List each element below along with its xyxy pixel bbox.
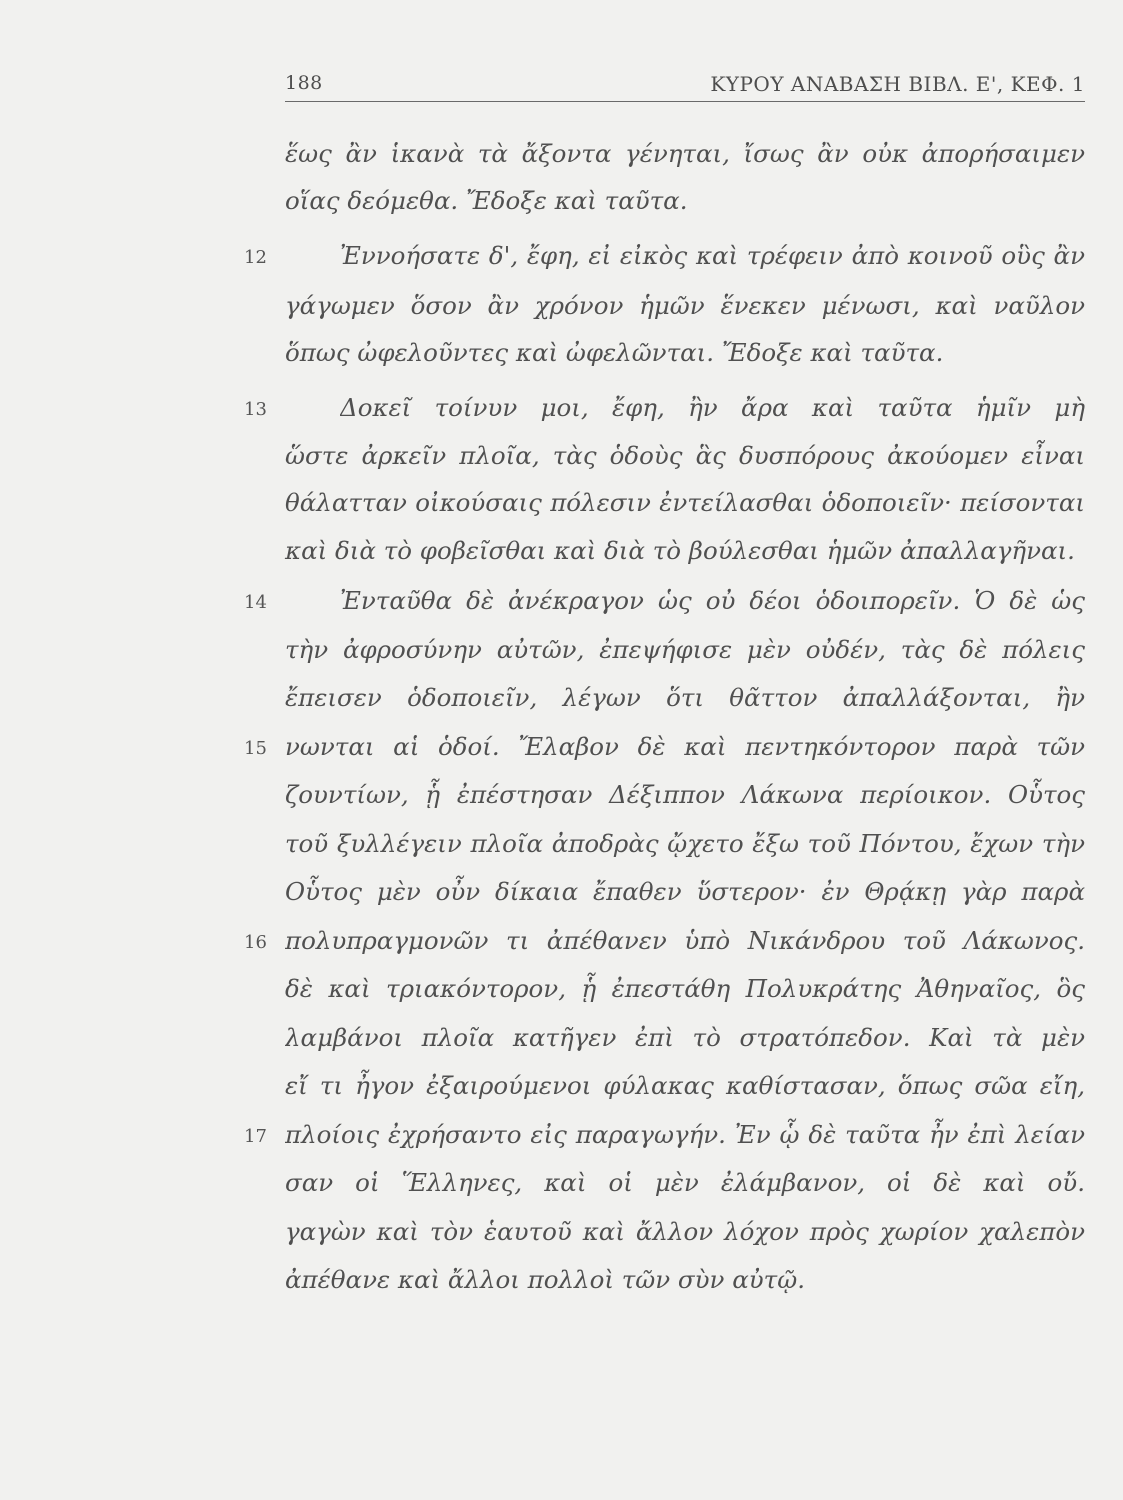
text-line: τὴν ἀφροσύνην αὐτῶν, ἐπεψήφισε μὲν οὐδέν, τὰς δὲ πόλεις — [285, 635, 1085, 664]
text-line: νωνται αἱ ὁδοί. Ἔλαβον δὲ καὶ πεντηκόντορον παρὰ τῶν — [285, 732, 1085, 761]
text-line: Οὗτος μὲν οὖν δίκαια ἔπαθεν ὕστερον· ἐν Θρᾴκῃ γὰρ παρὰ — [285, 877, 1085, 906]
section-number-17: 17 — [244, 1126, 267, 1147]
text-line: ἕως ἂν ἱκανὰ τὰ ἄξοντα γένηται, ἴσως ἂν οὐκ ἀπορήσαιμεν — [285, 139, 1085, 168]
text-line: οἵας δεόμεθα. Ἔδοξε καὶ ταῦτα. — [285, 186, 688, 215]
text-line: καὶ διὰ τὸ φοβεῖσθαι καὶ διὰ τὸ βούλεσθαι ἡμῶν ἀπαλλαγῆναι. — [285, 536, 1075, 565]
text-line: Ἐνταῦθα δὲ ἀνέκραγον ὡς οὐ δέοι ὁδοιπορεῖν. Ὁ δὲ ὡς — [340, 586, 1085, 615]
text-line: ἀπέθανε καὶ ἄλλοι πολλοὶ τῶν σὺν αὐτῷ. — [285, 1265, 805, 1294]
section-number-12: 12 — [244, 247, 267, 268]
running-head: ΚΥΡΟΥ ΑΝΑΒΑΣΗ ΒΙΒΛ. Ε', ΚΕΦ. 1 — [710, 72, 1085, 96]
text-line: δὲ καὶ τριακόντορον, ᾗ ἐπεστάθη Πολυκράτης Ἀθηναῖος, ὃς — [285, 974, 1085, 1003]
text-line: ἔπεισεν ὁδοποιεῖν, λέγων ὅτι θᾶττον ἀπαλλάξονται, ἢν — [285, 683, 1085, 712]
text-line: τοῦ ξυλλέγειν πλοῖα ἀποδρὰς ᾤχετο ἔξω τοῦ Πόντου, ἔχων τὴν — [285, 829, 1085, 858]
text-line: εἴ τι ἦγον ἐξαιρούμενοι φύλακας καθίστασαν, ὅπως σῶα εἴη, — [285, 1071, 1085, 1100]
text-line: πολυπραγμονῶν τι ἀπέθανεν ὑπὸ Νικάνδρου τοῦ Λάκωνος. — [285, 926, 1085, 955]
text-line: Ἐννοήσατε δ', ἔφη, εἰ εἰκὸς καὶ τρέφειν ἀπὸ κοινοῦ οὓς ἂν — [340, 241, 1085, 270]
text-line: γάγωμεν ὅσον ἂν χρόνον ἡμῶν ἕνεκεν μένωσι, καὶ ναῦλον — [285, 291, 1085, 320]
section-number-14: 14 — [244, 592, 267, 613]
header-rule — [285, 101, 1085, 102]
page-header — [285, 72, 1085, 104]
text-line: Δοκεῖ τοίνυν μοι, ἔφη, ἢν ἄρα καὶ ταῦτα ἡμῖν μὴ — [340, 393, 1085, 422]
section-number-15: 15 — [244, 738, 267, 759]
text-line: γαγὼν καὶ τὸν ἑαυτοῦ καὶ ἄλλον λόχον πρὸς χωρίον χαλεπὸν — [285, 1217, 1085, 1246]
page-number: 188 — [285, 72, 323, 94]
text-line: ζουντίων, ᾗ ἐπέστησαν Δέξιππον Λάκωνα περίοικον. Οὗτος — [285, 780, 1085, 809]
section-number-16: 16 — [244, 932, 267, 953]
text-line: θάλατταν οἰκούσαις πόλεσιν ἐντείλασθαι ὁδοποιεῖν· πείσονται — [285, 488, 1085, 517]
text-line: ὥστε ἀρκεῖν πλοῖα, τὰς ὁδοὺς ἃς δυσπόρους ἀκούομεν εἶναι — [285, 441, 1085, 470]
text-line: ὅπως ὠφελοῦντες καὶ ὠφελῶνται. Ἔδοξε καὶ ταῦτα. — [285, 338, 944, 367]
text-line: σαν οἱ Ἕλληνες, καὶ οἱ μὲν ἐλάμβανον, οἱ δὲ καὶ οὔ. — [285, 1168, 1085, 1197]
text-line: πλοίοις ἐχρήσαντο εἰς παραγωγήν. Ἐν ᾧ δὲ ταῦτα ἦν ἐπὶ λείαν — [285, 1120, 1085, 1149]
text-line: λαμβάνοι πλοῖα κατῆγεν ἐπὶ τὸ στρατόπεδον. Καὶ τὰ μὲν — [285, 1023, 1085, 1052]
section-number-13: 13 — [244, 399, 267, 420]
